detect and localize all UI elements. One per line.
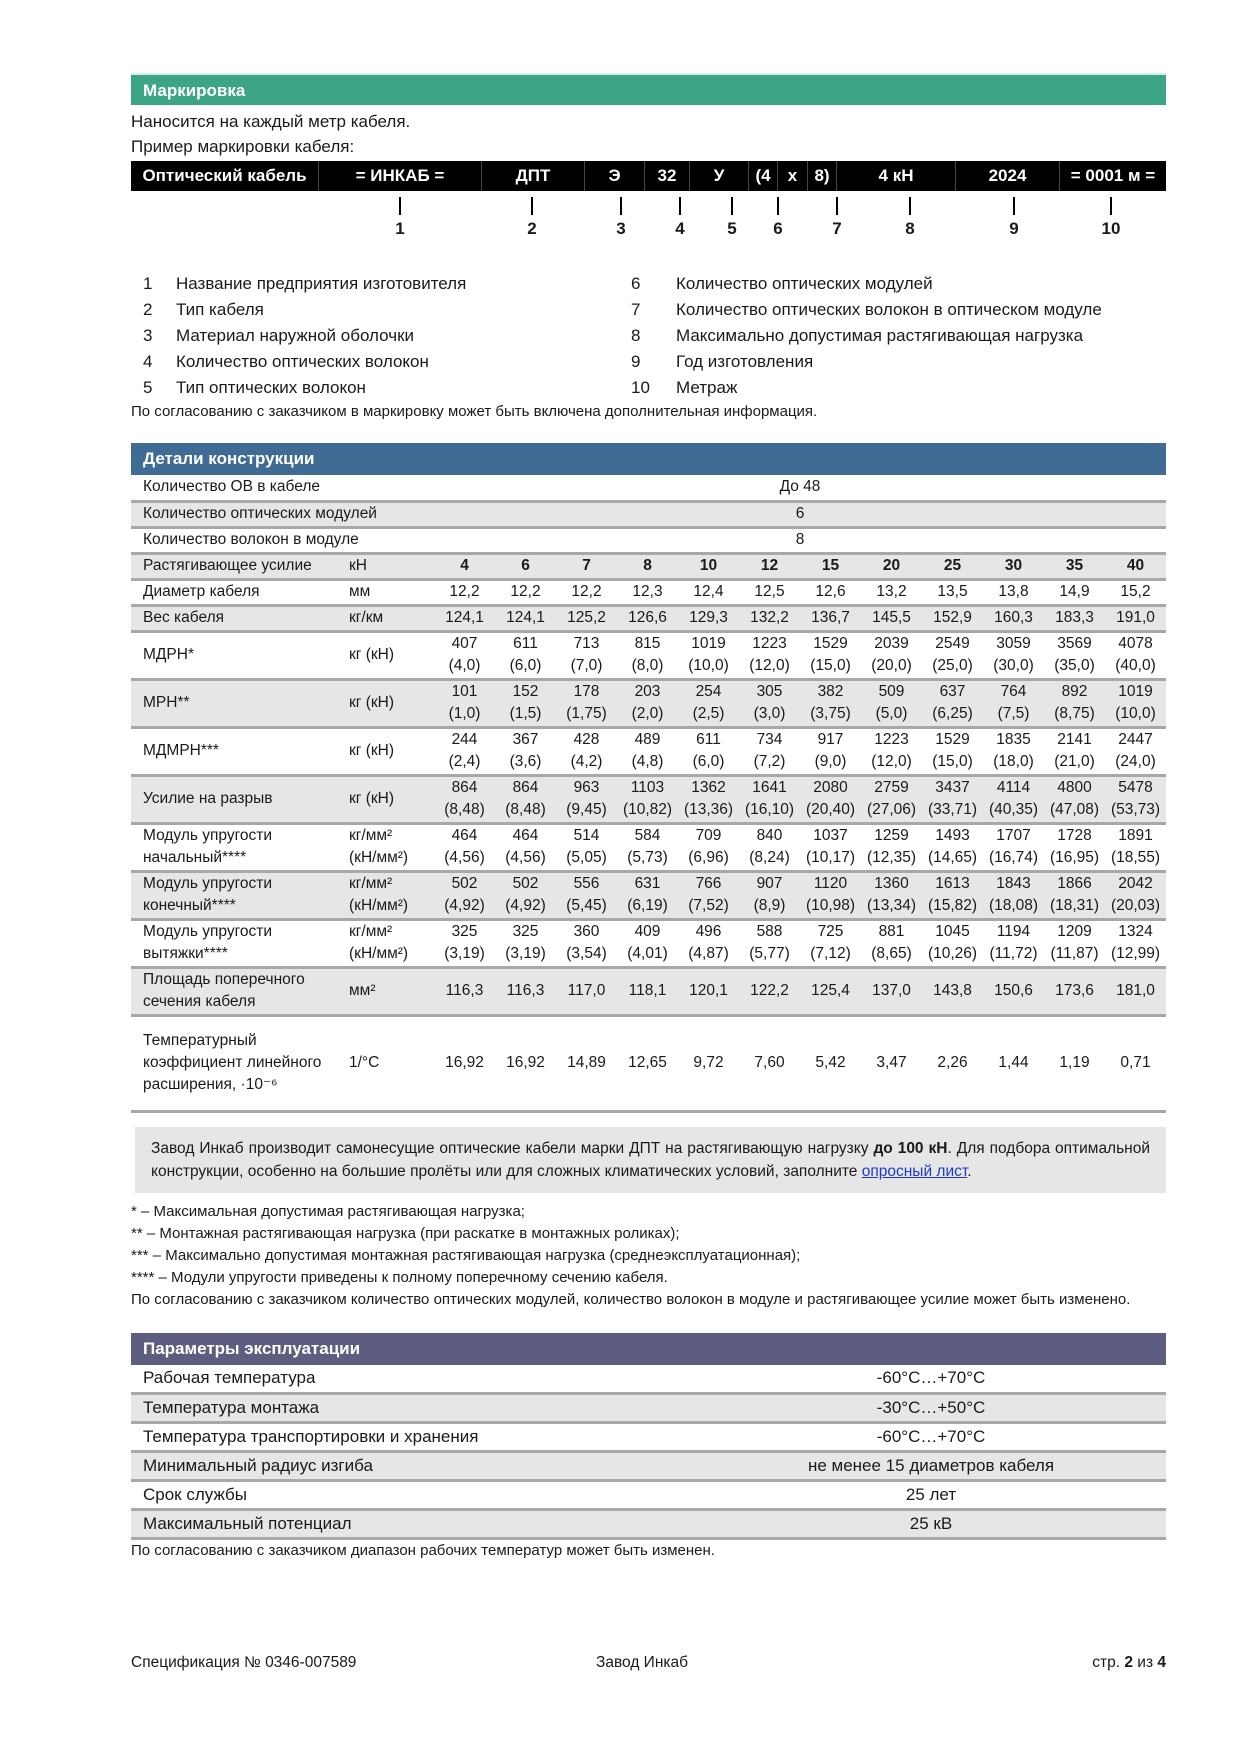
cell-value: 631 (6,19)	[617, 871, 678, 919]
legend-text: Метраж	[676, 378, 738, 397]
param-value: -30°C…+50°C	[696, 1394, 1166, 1423]
cell-value: 1843 (18,08)	[983, 871, 1044, 919]
cell-value: 101 (1,0)	[434, 679, 495, 727]
legend-text: Максимально допустимая растягивающая нагрузка	[676, 326, 1084, 345]
param-value: -60°C…+70°C	[696, 1423, 1166, 1452]
marking-index: 9	[1009, 219, 1019, 238]
marking-index: 10	[1101, 219, 1121, 238]
row-label: Количество оптических модулей	[131, 501, 434, 527]
cell-value: 840 (8,24)	[739, 823, 800, 871]
cell-value: 1362 (13,36)	[678, 775, 739, 823]
legend-item	[131, 349, 631, 375]
cell-value: 1,19	[1044, 1015, 1105, 1111]
row-unit: 1/°C	[339, 1015, 434, 1111]
cell-value: 764 (7,5)	[983, 679, 1044, 727]
marking-index: 8	[905, 219, 915, 238]
legend-text: Количество оптических модулей	[676, 274, 933, 293]
cell-value: 464 (4,56)	[495, 823, 556, 871]
table-row	[131, 527, 1166, 553]
marking-pointer	[531, 197, 533, 215]
param-label: Срок службы	[131, 1481, 696, 1510]
operation-note: По согласованию с заказчиком диапазон рабочих температур может быть изменен.	[131, 1542, 715, 1559]
table-row	[131, 967, 1166, 1015]
cell-value: 892 (8,75)	[1044, 679, 1105, 727]
marking-pointer	[679, 197, 681, 215]
marking-pointer	[777, 197, 779, 215]
cell-value: 4114 (40,35)	[983, 775, 1044, 823]
cell-value: 325 (3,19)	[495, 919, 556, 967]
param-value: 25 кВ	[696, 1510, 1166, 1539]
cell-value: 1223 (12,0)	[739, 631, 800, 679]
cell-value: 5,42	[800, 1015, 861, 1111]
legend-item	[131, 271, 631, 297]
cell-value: 129,3	[678, 605, 739, 631]
row-label: Модуль упругости начальный****	[131, 823, 339, 871]
table-row	[131, 727, 1166, 775]
info-bold-load: до 100 кН	[873, 1139, 948, 1157]
legend-number: 2	[143, 300, 153, 319]
row-label: МДРН*	[131, 631, 339, 679]
cell-value: 611 (6,0)	[678, 727, 739, 775]
cell-value: 2080 (20,40)	[800, 775, 861, 823]
cell-value: 1835 (18,0)	[983, 727, 1044, 775]
cell-value: 584 (5,73)	[617, 823, 678, 871]
cell-value: 864 (8,48)	[495, 775, 556, 823]
cell-value: 1209 (11,87)	[1044, 919, 1105, 967]
force-value: 6	[495, 553, 556, 579]
cell-value: 145,5	[861, 605, 922, 631]
cell-value: 734 (7,2)	[739, 727, 800, 775]
row-unit: кг (кН)	[339, 679, 434, 727]
marking-index: 4	[675, 219, 685, 238]
cell-value: 16,92	[434, 1015, 495, 1111]
force-value: 15	[800, 553, 861, 579]
legend-text: Тип кабеля	[176, 300, 264, 319]
cell-value: 143,8	[922, 967, 983, 1015]
row-unit: кН	[339, 553, 434, 579]
table-row	[131, 919, 1166, 967]
cell-value: 1866 (18,31)	[1044, 871, 1105, 919]
cell-value: 2141 (21,0)	[1044, 727, 1105, 775]
force-value: 10	[678, 553, 739, 579]
param-label: Максимальный потенциал	[131, 1510, 696, 1539]
cell-value: 917 (9,0)	[800, 727, 861, 775]
footer-company: Завод Инкаб	[596, 1654, 688, 1671]
marking-segment: У	[690, 161, 749, 191]
cell-value: 191,0	[1105, 605, 1166, 631]
cell-value: 14,9	[1044, 579, 1105, 605]
cell-value: 118,1	[617, 967, 678, 1015]
info-text: Завод Инкаб производит самонесущие оптические кабели марки ДПТ на растягивающую нагрузку	[151, 1139, 874, 1157]
cell-value: 382 (3,75)	[800, 679, 861, 727]
cell-value: 3,47	[861, 1015, 922, 1111]
cell-value: 181,0	[1105, 967, 1166, 1015]
force-value: 20	[861, 553, 922, 579]
marking-segment: Э	[585, 161, 645, 191]
row-label: МРН**	[131, 679, 339, 727]
cell-value: 1120 (10,98)	[800, 871, 861, 919]
legend-item	[131, 297, 631, 323]
marking-index-row	[131, 191, 1166, 241]
force-value: 12	[739, 553, 800, 579]
info-text-2: . Для подбора оптимальной конструкции, особенно на большие пролёты или для сложных климатических условий, заполните	[151, 1139, 1151, 1180]
cell-value: 12,65	[617, 1015, 678, 1111]
legend-item	[631, 297, 1166, 323]
marking-pointer	[909, 197, 911, 215]
cell-value: 2447 (24,0)	[1105, 727, 1166, 775]
footnote: *** – Максимально допустимая монтажная растягивающая нагрузка (среднеэксплуатационная);	[131, 1246, 801, 1264]
table-row	[131, 605, 1166, 631]
row-label: Модуль упругости вытяжки****	[131, 919, 339, 967]
row-unit: кг/мм² (кН/мм²)	[339, 823, 434, 871]
cell-value: 1529 (15,0)	[800, 631, 861, 679]
table-row	[131, 1394, 1166, 1423]
cell-value: 556 (5,45)	[556, 871, 617, 919]
cell-value: 152,9	[922, 605, 983, 631]
spec-page	[131, 73, 1166, 1562]
cell-value: 13,5	[922, 579, 983, 605]
cell-value: 815 (8,0)	[617, 631, 678, 679]
section-header-details: Детали конструкции	[131, 443, 1166, 475]
cell-value: 611 (6,0)	[495, 631, 556, 679]
marking-segment: = 0001 м =	[1070, 166, 1156, 185]
construction-details-table	[131, 475, 1166, 1113]
cell-value: 15,2	[1105, 579, 1166, 605]
table-row-force	[131, 553, 1166, 579]
details-note: По согласованию с заказчиком количество оптических модулей, количество волокон в модуле и растягивающее усилие может быть изменено.	[131, 1290, 1131, 1308]
cell-value: 1529 (15,0)	[922, 727, 983, 775]
cell-value: 254 (2,5)	[678, 679, 739, 727]
cell-value: 1194 (11,72)	[983, 919, 1044, 967]
table-row	[131, 775, 1166, 823]
marking-index: 7	[832, 219, 842, 238]
cell-value: 12,6	[800, 579, 861, 605]
cell-value: 3569 (35,0)	[1044, 631, 1105, 679]
row-unit: кг/мм² (кН/мм²)	[339, 871, 434, 919]
row-label: Диаметр кабеля	[131, 579, 339, 605]
marking-pointer	[1013, 197, 1015, 215]
table-row	[131, 501, 1166, 527]
param-value: 25 лет	[696, 1481, 1166, 1510]
cell-value: 2759 (27,06)	[861, 775, 922, 823]
table-row	[131, 679, 1166, 727]
cell-value: 150,6	[983, 967, 1044, 1015]
marking-pointer	[731, 197, 733, 215]
cell-value: 1019 (10,0)	[1105, 679, 1166, 727]
cell-value: 489 (4,8)	[617, 727, 678, 775]
row-label: Количество волокон в модуле	[131, 527, 434, 553]
table-row	[131, 1365, 1166, 1394]
cell-value: 766 (7,52)	[678, 871, 739, 919]
marking-segment: = ИНКАБ =	[319, 161, 482, 191]
cell-value: 1360 (13,34)	[861, 871, 922, 919]
table-row	[131, 823, 1166, 871]
cell-value: 12,5	[739, 579, 800, 605]
legend-item	[131, 323, 631, 349]
row-label: Количество ОВ в кабеле	[131, 475, 434, 501]
cell-value: 160,3	[983, 605, 1044, 631]
cell-value: 637 (6,25)	[922, 679, 983, 727]
row-unit: мм	[339, 579, 434, 605]
legend-number: 3	[143, 326, 153, 345]
legend-number: 6	[631, 274, 641, 293]
force-value: 35	[1044, 553, 1105, 579]
param-label: Минимальный радиус изгиба	[131, 1452, 696, 1481]
legend-number: 5	[143, 378, 153, 397]
cell-value: 367 (3,6)	[495, 727, 556, 775]
legend-item	[631, 271, 1166, 297]
row-label: Модуль упругости конечный****	[131, 871, 339, 919]
table-row	[131, 631, 1166, 679]
table-row	[131, 1510, 1166, 1539]
force-value: 7	[556, 553, 617, 579]
cell-value: 3437 (33,71)	[922, 775, 983, 823]
marking-index: 1	[395, 219, 405, 238]
cell-value: 1019 (10,0)	[678, 631, 739, 679]
cell-value: 464 (4,56)	[434, 823, 495, 871]
cell-value: 12,4	[678, 579, 739, 605]
legend-item	[131, 375, 631, 401]
cell-value: 13,2	[861, 579, 922, 605]
row-label: Вес кабеля	[131, 605, 339, 631]
cell-value: 116,3	[495, 967, 556, 1015]
marking-legend	[131, 271, 1166, 401]
legend-right-column	[631, 271, 1166, 401]
cell-value: 124,1	[495, 605, 556, 631]
marking-index: 6	[773, 219, 783, 238]
marking-example-strip	[131, 161, 1166, 191]
cell-value: 12,3	[617, 579, 678, 605]
footnotes	[131, 1201, 1166, 1289]
row-label: Площадь поперечного сечения кабеля	[131, 967, 339, 1015]
cell-value: 713 (7,0)	[556, 631, 617, 679]
cell-value: 136,7	[800, 605, 861, 631]
footer-spec-number: Спецификация № 0346-007589	[131, 1654, 357, 1671]
table-row	[131, 1452, 1166, 1481]
section-header-marking: Маркировка	[131, 73, 1166, 105]
marking-segment: x	[778, 161, 808, 191]
table-row	[131, 1423, 1166, 1452]
force-value: 25	[922, 553, 983, 579]
cell-value: 12,2	[556, 579, 617, 605]
cell-value: 1259 (12,35)	[861, 823, 922, 871]
cell-value: 5478 (53,73)	[1105, 775, 1166, 823]
row-unit: кг (кН)	[339, 727, 434, 775]
cell-value: 126,6	[617, 605, 678, 631]
marking-segment: 4 кН	[837, 161, 956, 191]
row-unit: кг/мм² (кН/мм²)	[339, 919, 434, 967]
cell-value: 12,2	[434, 579, 495, 605]
row-unit: кг/км	[339, 605, 434, 631]
cell-value: 1493 (14,65)	[922, 823, 983, 871]
cell-value: 1641 (16,10)	[739, 775, 800, 823]
cell-value: 152 (1,5)	[495, 679, 556, 727]
footnote: ** – Монтажная растягивающая нагрузка (при раскатке в монтажных роликах);	[131, 1224, 680, 1242]
cell-value: 502 (4,92)	[495, 871, 556, 919]
footnote: * – Максимальная допустимая растягивающая нагрузка;	[131, 1202, 525, 1220]
info-end: .	[967, 1162, 972, 1180]
marking-segment: ДПТ	[482, 161, 585, 191]
row-unit: мм²	[339, 967, 434, 1015]
cell-value: 963 (9,45)	[556, 775, 617, 823]
param-value: не менее 15 диаметров кабеля	[696, 1452, 1166, 1481]
cell-value: 2042 (20,03)	[1105, 871, 1166, 919]
row-unit: кг (кН)	[339, 631, 434, 679]
cell-value: 407 (4,0)	[434, 631, 495, 679]
cell-value: 1037 (10,17)	[800, 823, 861, 871]
cell-value: 0,71	[1105, 1015, 1166, 1111]
cell-value: 125,4	[800, 967, 861, 1015]
cell-value: 2039 (20,0)	[861, 631, 922, 679]
cell-value: 907 (8,9)	[739, 871, 800, 919]
cell-value: 117,0	[556, 967, 617, 1015]
cell-value: 360 (3,54)	[556, 919, 617, 967]
cell-value: 137,0	[861, 967, 922, 1015]
cell-value: 4078 (40,0)	[1105, 631, 1166, 679]
legend-item	[631, 323, 1166, 349]
cell-value: 122,2	[739, 967, 800, 1015]
cell-value: 120,1	[678, 967, 739, 1015]
legend-number: 7	[631, 300, 641, 319]
cell-value: 132,2	[739, 605, 800, 631]
cell-value: 1613 (15,82)	[922, 871, 983, 919]
marking-pointer	[1110, 197, 1112, 215]
row-value: 6	[434, 501, 1166, 527]
cell-value: 1,44	[983, 1015, 1044, 1111]
legend-text: Год изготовления	[676, 352, 814, 371]
cell-value: 1891 (18,55)	[1105, 823, 1166, 871]
cell-value: 116,3	[434, 967, 495, 1015]
row-label: Усилие на разрыв	[131, 775, 339, 823]
legend-text: Тип оптических волокон	[176, 378, 366, 397]
row-value: 8	[434, 527, 1166, 553]
cell-value: 1223 (12,0)	[861, 727, 922, 775]
cell-value: 12,2	[495, 579, 556, 605]
cell-value: 725 (7,12)	[800, 919, 861, 967]
marking-segment: Оптический кабель	[131, 161, 319, 191]
table-row	[131, 475, 1166, 501]
cell-value: 124,1	[434, 605, 495, 631]
cell-value: 709 (6,96)	[678, 823, 739, 871]
cell-value: 4800 (47,08)	[1044, 775, 1105, 823]
cell-value: 514 (5,05)	[556, 823, 617, 871]
row-label: Температурный коэффициент линейного расширения, ·10⁻⁶	[131, 1015, 339, 1111]
force-value: 30	[983, 553, 1044, 579]
cell-value: 125,2	[556, 605, 617, 631]
marking-index: 2	[527, 219, 537, 238]
marking-pointer	[399, 197, 401, 215]
marking-pointer	[620, 197, 622, 215]
cell-value: 7,60	[739, 1015, 800, 1111]
cell-value: 1324 (12,99)	[1105, 919, 1166, 967]
footnote: **** – Модули упругости приведены к полному поперечному сечению кабеля.	[131, 1268, 668, 1286]
force-value: 8	[617, 553, 678, 579]
cell-value: 588 (5,77)	[739, 919, 800, 967]
table-row	[131, 1481, 1166, 1510]
param-value: -60°C…+70°C	[696, 1365, 1166, 1394]
legend-text: Материал наружной оболочки	[176, 326, 415, 345]
marking-line2: Пример маркировки кабеля:	[131, 137, 355, 156]
cell-value: 14,89	[556, 1015, 617, 1111]
marking-note: По согласованию с заказчиком в маркировку может быть включена дополнительная информация.	[131, 403, 818, 420]
cell-value: 864 (8,48)	[434, 775, 495, 823]
marking-segment: (4	[749, 161, 778, 191]
marking-segment: 2024	[956, 161, 1060, 191]
cell-value: 305 (3,0)	[739, 679, 800, 727]
table-row	[131, 579, 1166, 605]
cell-value: 509 (5,0)	[861, 679, 922, 727]
operation-parameters-table	[131, 1365, 1166, 1541]
cell-value: 2549 (25,0)	[922, 631, 983, 679]
legend-item	[631, 375, 1166, 401]
cell-value: 496 (4,87)	[678, 919, 739, 967]
legend-number: 8	[631, 326, 641, 345]
questionnaire-link[interactable]: опросный лист	[861, 1162, 968, 1180]
row-label: МДМРН***	[131, 727, 339, 775]
marking-index: 3	[616, 219, 626, 238]
cell-value: 9,72	[678, 1015, 739, 1111]
param-label: Рабочая температура	[131, 1365, 696, 1394]
table-row	[131, 1015, 1166, 1111]
marking-index: 5	[727, 219, 737, 238]
cell-value: 183,3	[1044, 605, 1105, 631]
cell-value: 1045 (10,26)	[922, 919, 983, 967]
cell-value: 1103 (10,82)	[617, 775, 678, 823]
section-header-operation: Параметры эксплуатации	[131, 1333, 1166, 1365]
row-value: До 48	[434, 475, 1166, 501]
cell-value: 409 (4,01)	[617, 919, 678, 967]
force-value: 40	[1105, 553, 1166, 579]
param-label: Температура транспортировки и хранения	[131, 1423, 696, 1452]
param-label: Температура монтажа	[131, 1394, 696, 1423]
legend-number: 10	[631, 378, 650, 397]
cell-value: 428 (4,2)	[556, 727, 617, 775]
cell-value: 502 (4,92)	[434, 871, 495, 919]
cell-value: 244 (2,4)	[434, 727, 495, 775]
legend-text: Количество оптических волокон в оптическом модуле	[676, 300, 1102, 319]
cell-value: 1707 (16,74)	[983, 823, 1044, 871]
legend-number: 4	[143, 352, 153, 371]
cell-value: 203 (2,0)	[617, 679, 678, 727]
legend-number: 9	[631, 352, 641, 371]
legend-text: Количество оптических волокон	[176, 352, 429, 371]
cell-value: 1728 (16,95)	[1044, 823, 1105, 871]
cell-value: 13,8	[983, 579, 1044, 605]
marking-line1: Наносится на каждый метр кабеля.	[131, 112, 411, 131]
table-row	[131, 871, 1166, 919]
cell-value: 178 (1,75)	[556, 679, 617, 727]
legend-number: 1	[143, 274, 153, 293]
cell-value: 173,6	[1044, 967, 1105, 1015]
cell-value: 881 (8,65)	[861, 919, 922, 967]
legend-item	[631, 349, 1166, 375]
legend-left-column	[131, 271, 631, 401]
cell-value: 16,92	[495, 1015, 556, 1111]
marking-segment: 32	[645, 161, 690, 191]
cell-value: 325 (3,19)	[434, 919, 495, 967]
legend-text: Название предприятия изготовителя	[176, 274, 467, 293]
footer-page-number: стр. 2 из 4	[1092, 1654, 1166, 1671]
marking-pointer	[836, 197, 838, 215]
row-unit: кг (кН)	[339, 775, 434, 823]
info-box	[135, 1127, 1166, 1193]
cell-value: 2,26	[922, 1015, 983, 1111]
force-value: 4	[434, 553, 495, 579]
cell-value: 3059 (30,0)	[983, 631, 1044, 679]
row-label: Растягивающее усилие	[131, 553, 339, 579]
marking-segment: 8)	[808, 161, 837, 191]
